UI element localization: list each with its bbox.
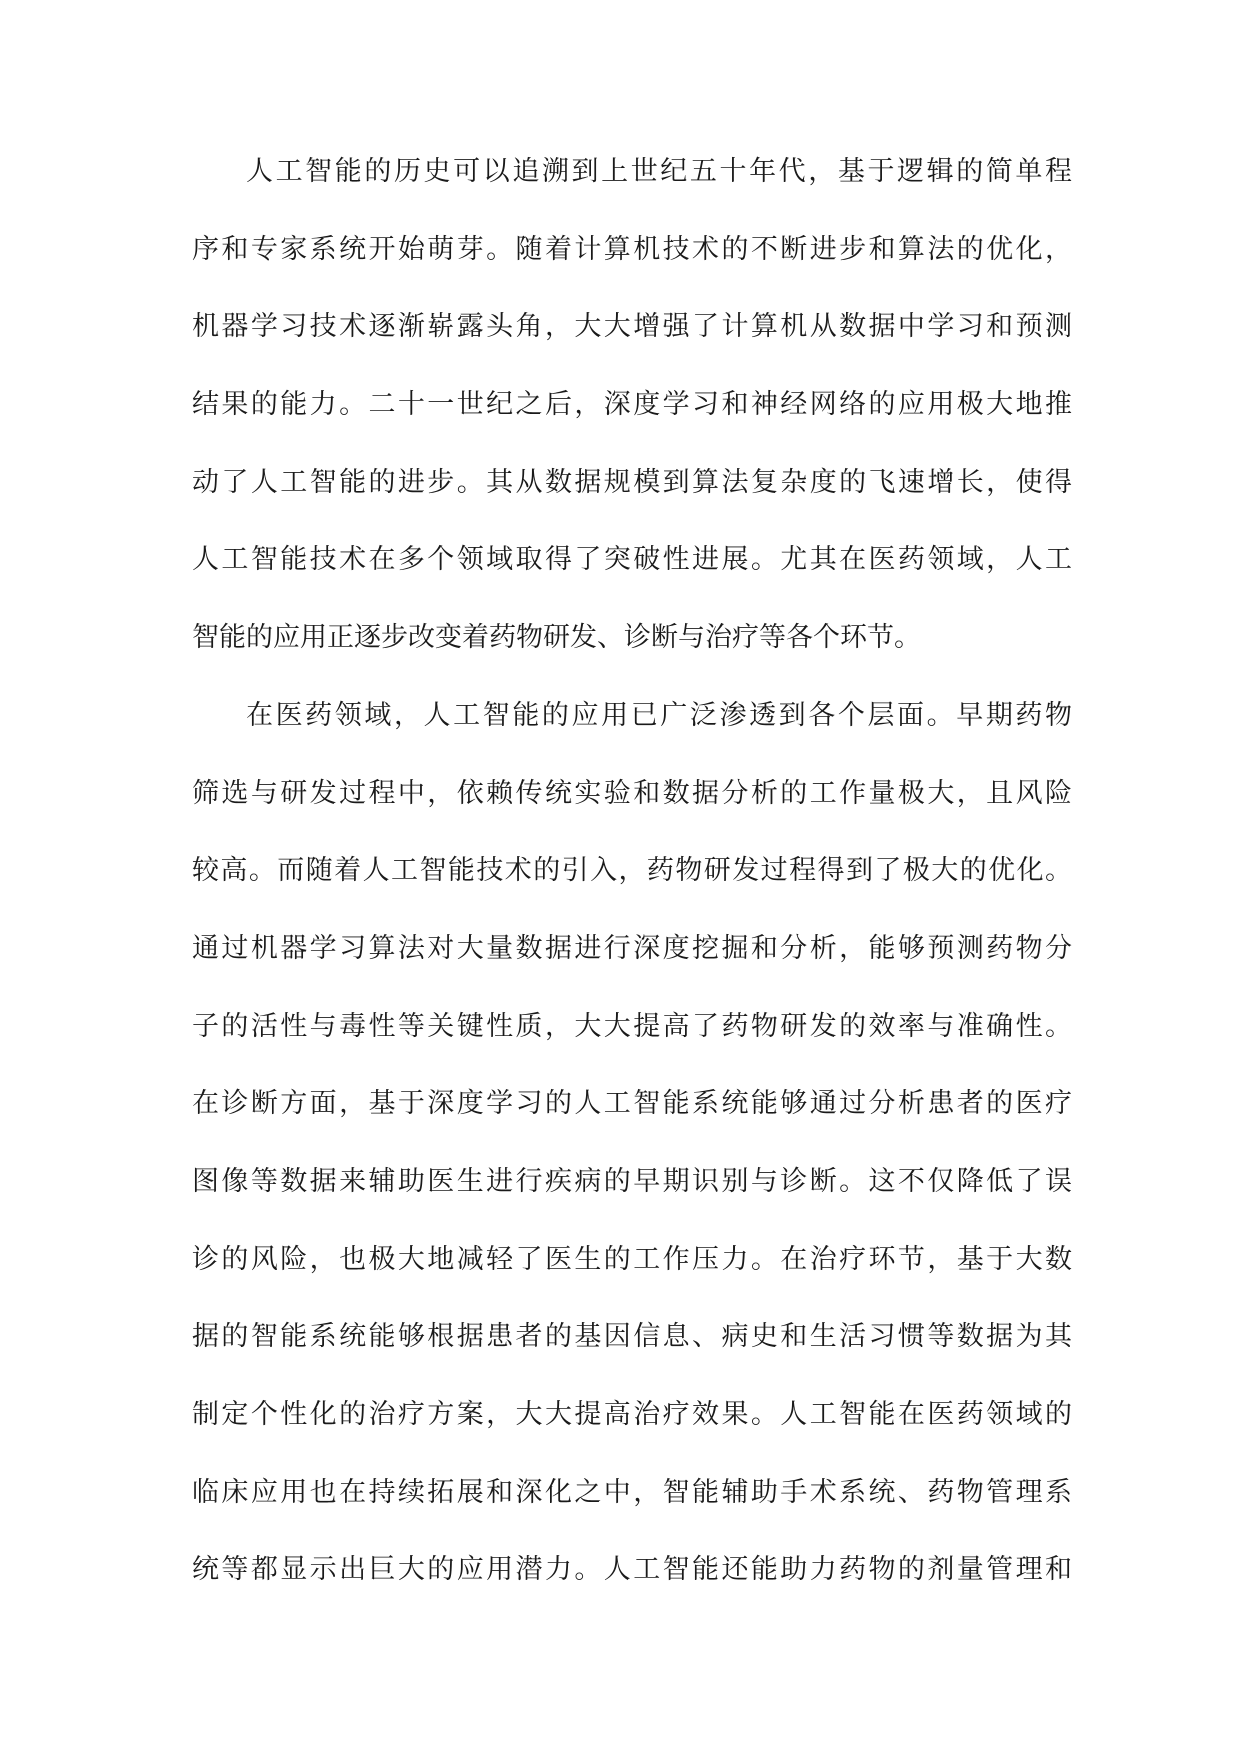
paragraph-ai-history	[192, 148, 1072, 692]
text-line: 子的活性与毒性等关键性质，大大提高了药物研发的效率与准确性。	[192, 1010, 1072, 1042]
text-line: 在诊断方面，基于深度学习的人工智能系统能够通过分析患者的医疗	[192, 1088, 1072, 1120]
text-line: 诊的风险，也极大地减轻了医生的工作压力。在治疗环节，基于大数	[192, 1243, 1072, 1275]
text-line: 统等都显示出巨大的应用潜力。人工智能还能助力药物的剂量管理和	[192, 1554, 1072, 1586]
text-line: 临床应用也在持续拓展和深化之中，智能辅助手术系统、药物管理系	[192, 1476, 1072, 1508]
text-line: 通过机器学习算法对大量数据进行深度挖掘和分析，能够预测药物分	[192, 932, 1072, 964]
text-line: 筛选与研发过程中，依赖传统实验和数据分析的工作量极大，且风险	[192, 777, 1072, 809]
text-line: 人工智能的历史可以追溯到上世纪五十年代，基于逻辑的简单程	[246, 156, 1072, 187]
text-line: 较高。而随着人工智能技术的引入，药物研发过程得到了极大的优化。	[192, 855, 1072, 887]
text-line: 动了人工智能的进步。其从数据规模到算法复杂度的飞速增长，使得	[192, 466, 1072, 498]
text-line: 图像等数据来辅助医生进行疾病的早期识别与诊断。这不仅降低了误	[192, 1165, 1072, 1197]
text-line: 序和专家系统开始萌芽。随着计算机技术的不断进步和算法的优化，	[192, 233, 1072, 265]
text-line: 智能的应用正逐步改变着药物研发、诊断与治疗等各个环节。	[192, 622, 921, 654]
text-line: 据的智能系统能够根据患者的基因信息、病史和生活习惯等数据为其	[192, 1321, 1072, 1353]
paragraph-ai-in-medicine	[192, 692, 1072, 1624]
text-line: 人工智能技术在多个领域取得了突破性进展。尤其在医药领域，人工	[192, 544, 1072, 576]
text-line: 在医药领域，人工智能的应用已广泛渗透到各个层面。早期药物	[246, 699, 1072, 731]
text-line: 机器学习技术逐渐崭露头角，大大增强了计算机从数据中学习和预测	[192, 311, 1072, 343]
text-line: 制定个性化的治疗方案，大大提高治疗效果。人工智能在医药领域的	[192, 1399, 1072, 1430]
text-line: 结果的能力。二十一世纪之后，深度学习和神经网络的应用极大地推	[192, 389, 1072, 421]
body-text	[192, 148, 1072, 1624]
